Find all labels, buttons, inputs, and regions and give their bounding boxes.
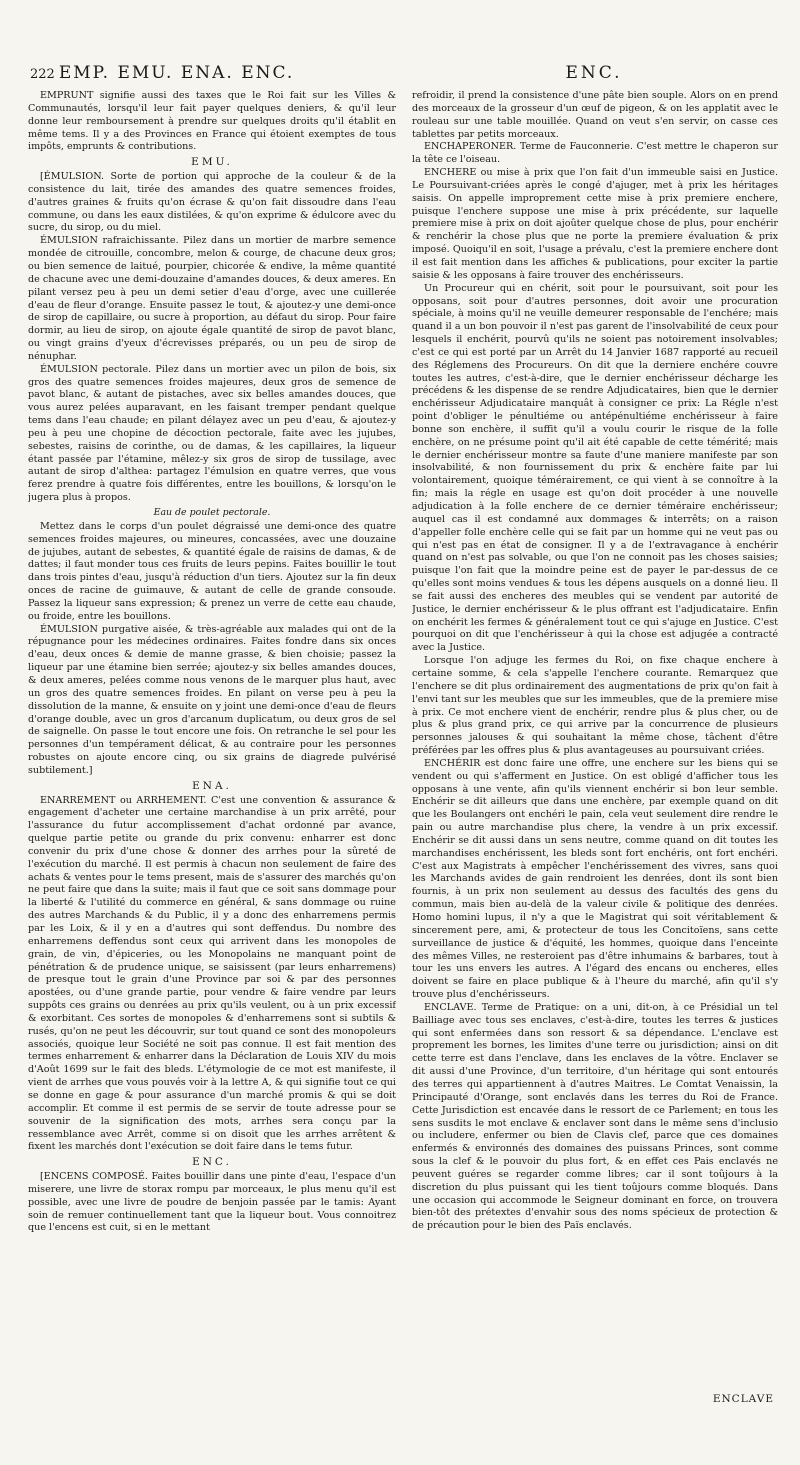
entry-emulsion-rafraichissante: ÉMULSION rafraichissante. Pilez dans un mortier de marbre semence mondée de citrouille, concombre, melon & courge, de chacune deux gros; ou bien semence de laitué, pourpier, chicorée & endive, la même quantité de chacune avec une demi-douzaine d'amandes douces, & deux ameres. En pilant versez peu à peu un demi setier d'eau d'orge, avec une cuillerée d'eau de fleur d'orange. Ensuite passez le tout, & ajoutez-y une demi-once de sirop de capillaire, ou sucre à proportion, au défaut du sirop. Pour faire dormir, au lieu de sirop, on ajoute égale quantité de sirop de pavot blanc, ou vingt grains d'yeux d'écrevisses préparés, ou un peu de sirop de nénuphar.: [28, 235, 396, 362]
entry-emulsion: [ÉMULSION. Sorte de portion qui approche de la couleur & de la consistence du lait, tirée des amandes des quatre semences froides, d'autres graines & fruits qu'on écrase & qu'on fait dissoudre dans l'eau commune, ou dans les eaux distilées, & qu'on exprime & édulcore avec du sucre, du sirop, ou du miel.: [28, 171, 396, 234]
entry-encens-continued: refroidir, il prend la consistence d'une pâte bien souple. Alors on en prend des morceaux de la grosseur d'un œuf de pigeon, & on les applatit avec le rouleau sur une table mouillée. Quand on veut s'en servir, on casse ces tablettes par petits morceaux.: [412, 90, 778, 140]
right-running-title: ENC.: [565, 63, 623, 83]
section-heading-ena: ENA.: [192, 779, 232, 792]
entry-enchere-procureur: Un Procureur qui en chérit, soit pour le poursuivant, soit pour les opposans, soit pour d'autres personnes, doit avoir une procuration spéciale, à moins qu'il ne veuille demeurer responsable de l'enchére; mais quand il a un bon pouvoir il n'est pas garent de l'insolvabilité de ceux pour lesquels il enchérit, pourvû qu'ils ne soient pas notoirement insolvables; c'est ce qui est porté par un Arrêt du 14 Janvier 1687 rapporté au recueil des Réglemens des Procureurs. On dit que la derniere enchére couvre toutes les autres, c'est-à-dire, que le dernier enchérisseur décharge les précédens & les dispense de se rendre Adjudicataires, bien que le dernier enchérisseur Adjudicataire manquât à consigner ce prix: La Régle n'est point d'obliger le pénultiéme ou antépénultiéme enchérisseur à faire bonne son enchère, il suffit qu'il a voulu courir le risque de la folle enchère, on ne présume point qu'il ait été capable de cette témérité; mais le dernier enchérisseur montre sa faute d'une maniere manifeste par son insolvabilité, & non fournissement du prix & enchère faite par lui volontairement, quoique témérairement, ce qui vient à se connoître à la fin; mais la régle en usage est qu'on doit procéder à une nouvelle adjudication à la folle enchere de ce dernier téméraire enchérisseur; auquel cas il est condamné aux dommages & interrêts; on a raison d'appeller folle enchère celle qui se fait par un homme qui ne veut pas ou qui n'est pas en état de consigner. Il y a de l'extravagance à enchérir quand on n'est pas solvable, ou que l'on ne connoit pas les choses saisies; puisque l'on fait que la moindre peine est de payer le par-dessus de ce qu'elles sont moins vendues & tous les dépens ausquels on a donné lieu. Il se fait aussi des encheres des meubles qui se vendent par autorité de Justice, le dernier enchérisseur & le plus offrant est l'adjudicataire. Enfin on enchérit les fermes & généralement tout ce qui s'ajuge en Justice. C'est pourquoi on dit que l'enchérisseur à qui la chose est adjugée a contracté avec la Justice.: [412, 282, 778, 654]
page-number: 222: [30, 67, 55, 82]
left-column: [28, 90, 396, 1425]
right-column: [412, 90, 778, 1425]
entry-emprunt: EMPRUNT signifie aussi des taxes que le Roi fait sur les Villes & Communautés, lorsqu'il leur fait payer quelques deniers, & qu'il leur donne leur remboursement à prendre sur quelques droits qu'il établit en même tems. Il y a des Provinces en France qui étoient exemptes de tous impôts, emprunts & contributions.: [28, 90, 396, 153]
entry-enclave: ENCLAVE. Terme de Pratique: on a uni, dit-on, à ce Présidial un tel Bailliage avec tous ses enclaves, c'est-à-dire, toutes les terres & justices qui sont enfermées dans son ressort & sa dépendance. L'enclave est proprement les bornes, les limites d'une terre ou jurisdiction; ainsi on dit cette terre est dans l'enclave, dans les enclaves de la vôtre. Enclaver se dit aussi d'une Province, d'un territoire, d'un héritage qui sont entourés des terres qui appartiennent à d'autres Maitres. Le Comtat Venaissin, la Principauté d'Orange, sont enclavés dans les terres du Roi de France. Cette Jurisdiction est encavée dans le ressort de ce Parlement; en tous les sens susdits le mot enclave & enclaver sont dans le même sens d'inclusio ou includere, enfermer ou bien de Clavis clef, parce que ces domaines enfermés & environnés des domaines des puissans Princes, sont comme sous la clef & le pouvoir du plus fort, & en effet ces Pais enclavés ne peuvent guéres se regarder comme libres; car il sont toûjours à la discretion du plus puissant qui les tient toûjours comme bloqués. Dans une occasion qui accommode le Seigneur dominant en force, on trouvera bien-tôt des prétextes d'envahir sous des noms spécieux de protection & de précaution pour le bien des Païs enclavés.: [412, 1001, 778, 1232]
entry-encens-compose: [ENCENS COMPOSÉ. Faites bouillir dans une pinte d'eau, l'espace d'un miserere, une livre de storax rompu par morceaux, le plus menu qu'il est possible, avec une livre de poudre de benjoin passée par le tamis: Ayant soin de remuer continuellement tant que la liqueur bout. Vous connoitrez que l'encens est cuit, si en le mettant: [28, 1171, 396, 1234]
section-heading-enc: ENC.: [192, 1156, 232, 1169]
entry-enchere: ENCHERE ou mise à prix que l'on fait d'un immeuble saisi en Justice. Le Poursuivant-criées après le congé d'ajuger, met à prix les héritages saisis. On appelle improprement cette mise à prix premiere enchere, puisque l'enchere suppose une mise à prix précédente, sur laquelle premiere mise à prix on doit ajoûter quelque chose de plus, pour enchérir & renchérir la chose plus que ne porte la premiere évaluation & prix imposé. Quoiqu'il en soit, l'usage a prévalu, c'est la premiere enchere dont il est fait mention dans les affiches & publications, pour exciter la partie saisie & les opposans à faire trouver des enchérisseurs.: [412, 167, 778, 281]
section-heading-emu: EMU.: [191, 156, 233, 169]
entry-emulsion-purgative: ÉMULSION purgative aisée, & très-agréable aux malades qui ont de la répugnance pour les médecines ordinaires. Faites fondre dans six onces d'eau, deux onces & demie de manne grasse, & bien choisie; passez la liqueur par une étamine bien serrée; ajoutez-y six belles amandes douces, & deux ameres, pelées comme nous venons de le marquer plus haut, avec un gros des quatre semences froides. En pilant on verse peu à peu la dissolution de la manne, & ensuite on y joint une demi-once d'eau de fleurs d'orange double, avec un gros d'arcanum duplicatum, ou deux gros de sel de saignelle. On passe le tout encore une fois. On retranche le sel pour les personnes d'un tempérament délicat, & au contraire pour les personnes robustes on ajoute encore cinq, ou six grains de diagrede pulvérisé subtilement.]: [28, 623, 396, 776]
running-head-left: [30, 63, 410, 83]
entry-encherir: ENCHÉRIR est donc faire une offre, une enchere sur les biens qui se vendent ou qui s'afferment en Justice. On est obligé d'afficher tous les opposans à une vente, afin qu'ils viennent enchérir si bon leur semble. Enchérir se dit ailleurs que dans une enchère, par exemple quand on dit que les Boulangers ont enchéri le pain, cela veut seulement dire rendre le pain ou autre marchandise plus chere, la vendre à un prix excessif. Enchérir se dit aussi dans un sens neutre, comme quand on dit toutes les marchandises enchérissent, les bleds sont fort enchéris, ont fort enchéri. C'est aux Magistrats à empêcher l'enchérissement des vivres, sans quoi les Marchands avides de gain rendroient les denrées, dont ils sont bien fournis, à un prix non seulement au dessus des facultés des gens du commun, mais bien au-delà de la valeur civile & politique des denrées. Homo homini lupus, il n'y a que le Magistrat qui soit véritablement & sincerement pere, ami, & protecteur de tous les Concitoïens, sans cette surveillance de justice & d'équité, les hommes, quoique dans l'enceinte des mêmes Villes, ne resteroient pas d'être inhumains & barbares, tout à tour les uns envers les autres. A l'égard des encans ou encheres, elles doivent se faire en place publique & à l'heure du marché, afin qu'il s'y trouve plus d'enchérisseurs.: [412, 757, 778, 1001]
entry-emulsion-pectorale: ÉMULSION pectorale. Pilez dans un mortier avec un pilon de bois, six gros des quatre semences froides majeures, deux gros de semence de pavot blanc, & autant de pistaches, avec six belles amandes douces, que vous aurez pelées auparavant, en les faisant tremper pendant quelque tems dans l'eau chaude; en pilant délayez avec un peu d'eau, & ajoutez-y peu à peu une chopine de décoction pectorale, faite avec les jujubes, sebestes, raisins de corinthe, ou de damas, & les capillaires, la liqueur étant passée par l'étamine, mêlez-y six gros de sirop de tussilage, avec autant de sirop d'althea: partagez l'émulsion en quatre verres, que vous ferez prendre à quatre fois différentes, entre les bouillons, & lorsqu'on le jugera plus à propos.: [28, 363, 396, 504]
left-running-title: EMP. EMU. ENA. ENC.: [58, 63, 295, 83]
entry-eau-de-poulet: Mettez dans le corps d'un poulet dégraissé une demi-once des quatre semences froides majeures, ou mineures, concassées, avec une douzaine de jujubes, autant de sebestes, & quantité égale de raisins de damas, & de dattes; il faut monder tous ces fruits de leurs pepins. Faites bouillir le tout dans trois pintes d'eau, jusqu'à réduction d'un tiers. Ajoutez sur la fin deux onces de racine de guimauve, & autant de celle de grande consoude. Passez la liqueur sans expression; & prenez un verre de cette eau chaude, ou froide, entre les bouillons.: [28, 520, 396, 622]
entry-enchere-fermes: Lorsque l'on adjuge les fermes du Roi, on fixe chaque enchere à certaine somme, & cela s'appelle l'enchere courante. Remarquez que l'enchere se dit plus ordinairement des augmentations de prix qu'on fait à l'envi tant sur les meubles que sur les immeubles, que de la premiere mise à prix. Ce mot enchere vient de enchérir, rendre plus & plus cher, ou de plus & plus grand prix, ce qui arrive par la concurrence de plusieurs personnes jalouses & qui souhaitant la même chose, tâchent d'être préférées par les offres plus & plus avantageuses au poursuivant criées.: [412, 655, 778, 757]
catchword: ENCLAVE: [712, 1393, 774, 1405]
subheading-eau-de-poulet: Eau de poulet pectorale.: [153, 507, 271, 518]
entry-enchaperoner: ENCHAPERONER. Terme de Fauconnerie. C'est mettre le chaperon sur la tête ce l'oiseau.: [412, 141, 778, 166]
entry-enarrement: ENARREMENT ou ARRHEMENT. C'est une convention & assurance & engagement d'acheter une certaine marchandise à un prix arrêté, pour l'assurance du futur accomplissement d'achat ordonné par avance, quelque partie petite ou grande du prix convenu: enharrer est donc convenir du prix d'une chose & donner des arrhes pour la sûreté de l'exécution du marché. Il est permis à chacun non seulement de faire des achats & ventes pour le tems present, mais de s'assurer des marchés qu'on ne peut faire que dans la suite; mais il faut que ce soit sans dommage pour la liberté & l'utilité du commerce en général, & sans dommage ou ruine des autres Marchands & du Public, il y a donc des enharremens permis par les Loix, & il y en a d'autres qui sont deffendus. Du nombre des enharremens deffendus sont ceux qui arrivent dans les monopoles de grain, de vin, d'épiceries, ou les Monopolains ne manquant point de pénétration & de prudence unique, se saisissent (par leurs enharremens) de presque tout le grain d'une Province par soi & par des personnes apostées, ou d'une grande partie, pour vendre & faire vendre par leurs suppôts ces grains ou denrées au prix qu'ils veulent, ou à un prix excessif & exorbitant. Ces sortes de monopoles & d'enharremens sont si subtils & rusés, qu'on ne peut les découvrir, sur tout quand ce sont des monopoleurs associés, quoique leur Société ne soit pas connue. Il est fait mention des termes enharrement & enharrer dans la Déclaration de Louis XIV du mois d'Août 1699 sur le fait des bleds. L'étymologie de ce mot est manifeste, il vient de arrhes que vous pouvés voir à la lettre A, & qui signifie tout ce qui se donne en gage & pour assurance d'un marché promis & qui se doit accomplir. Et comme il est permis de se servir de toute adresse pour se souvenir de la signification des mots, arrhes sera conçu par la ressemblance avec Arrêt, comme si on disoit que les arrhes arrêtent & fixent les marchés dont l'exécution se doit faire dans le tems futur.: [28, 794, 396, 1153]
